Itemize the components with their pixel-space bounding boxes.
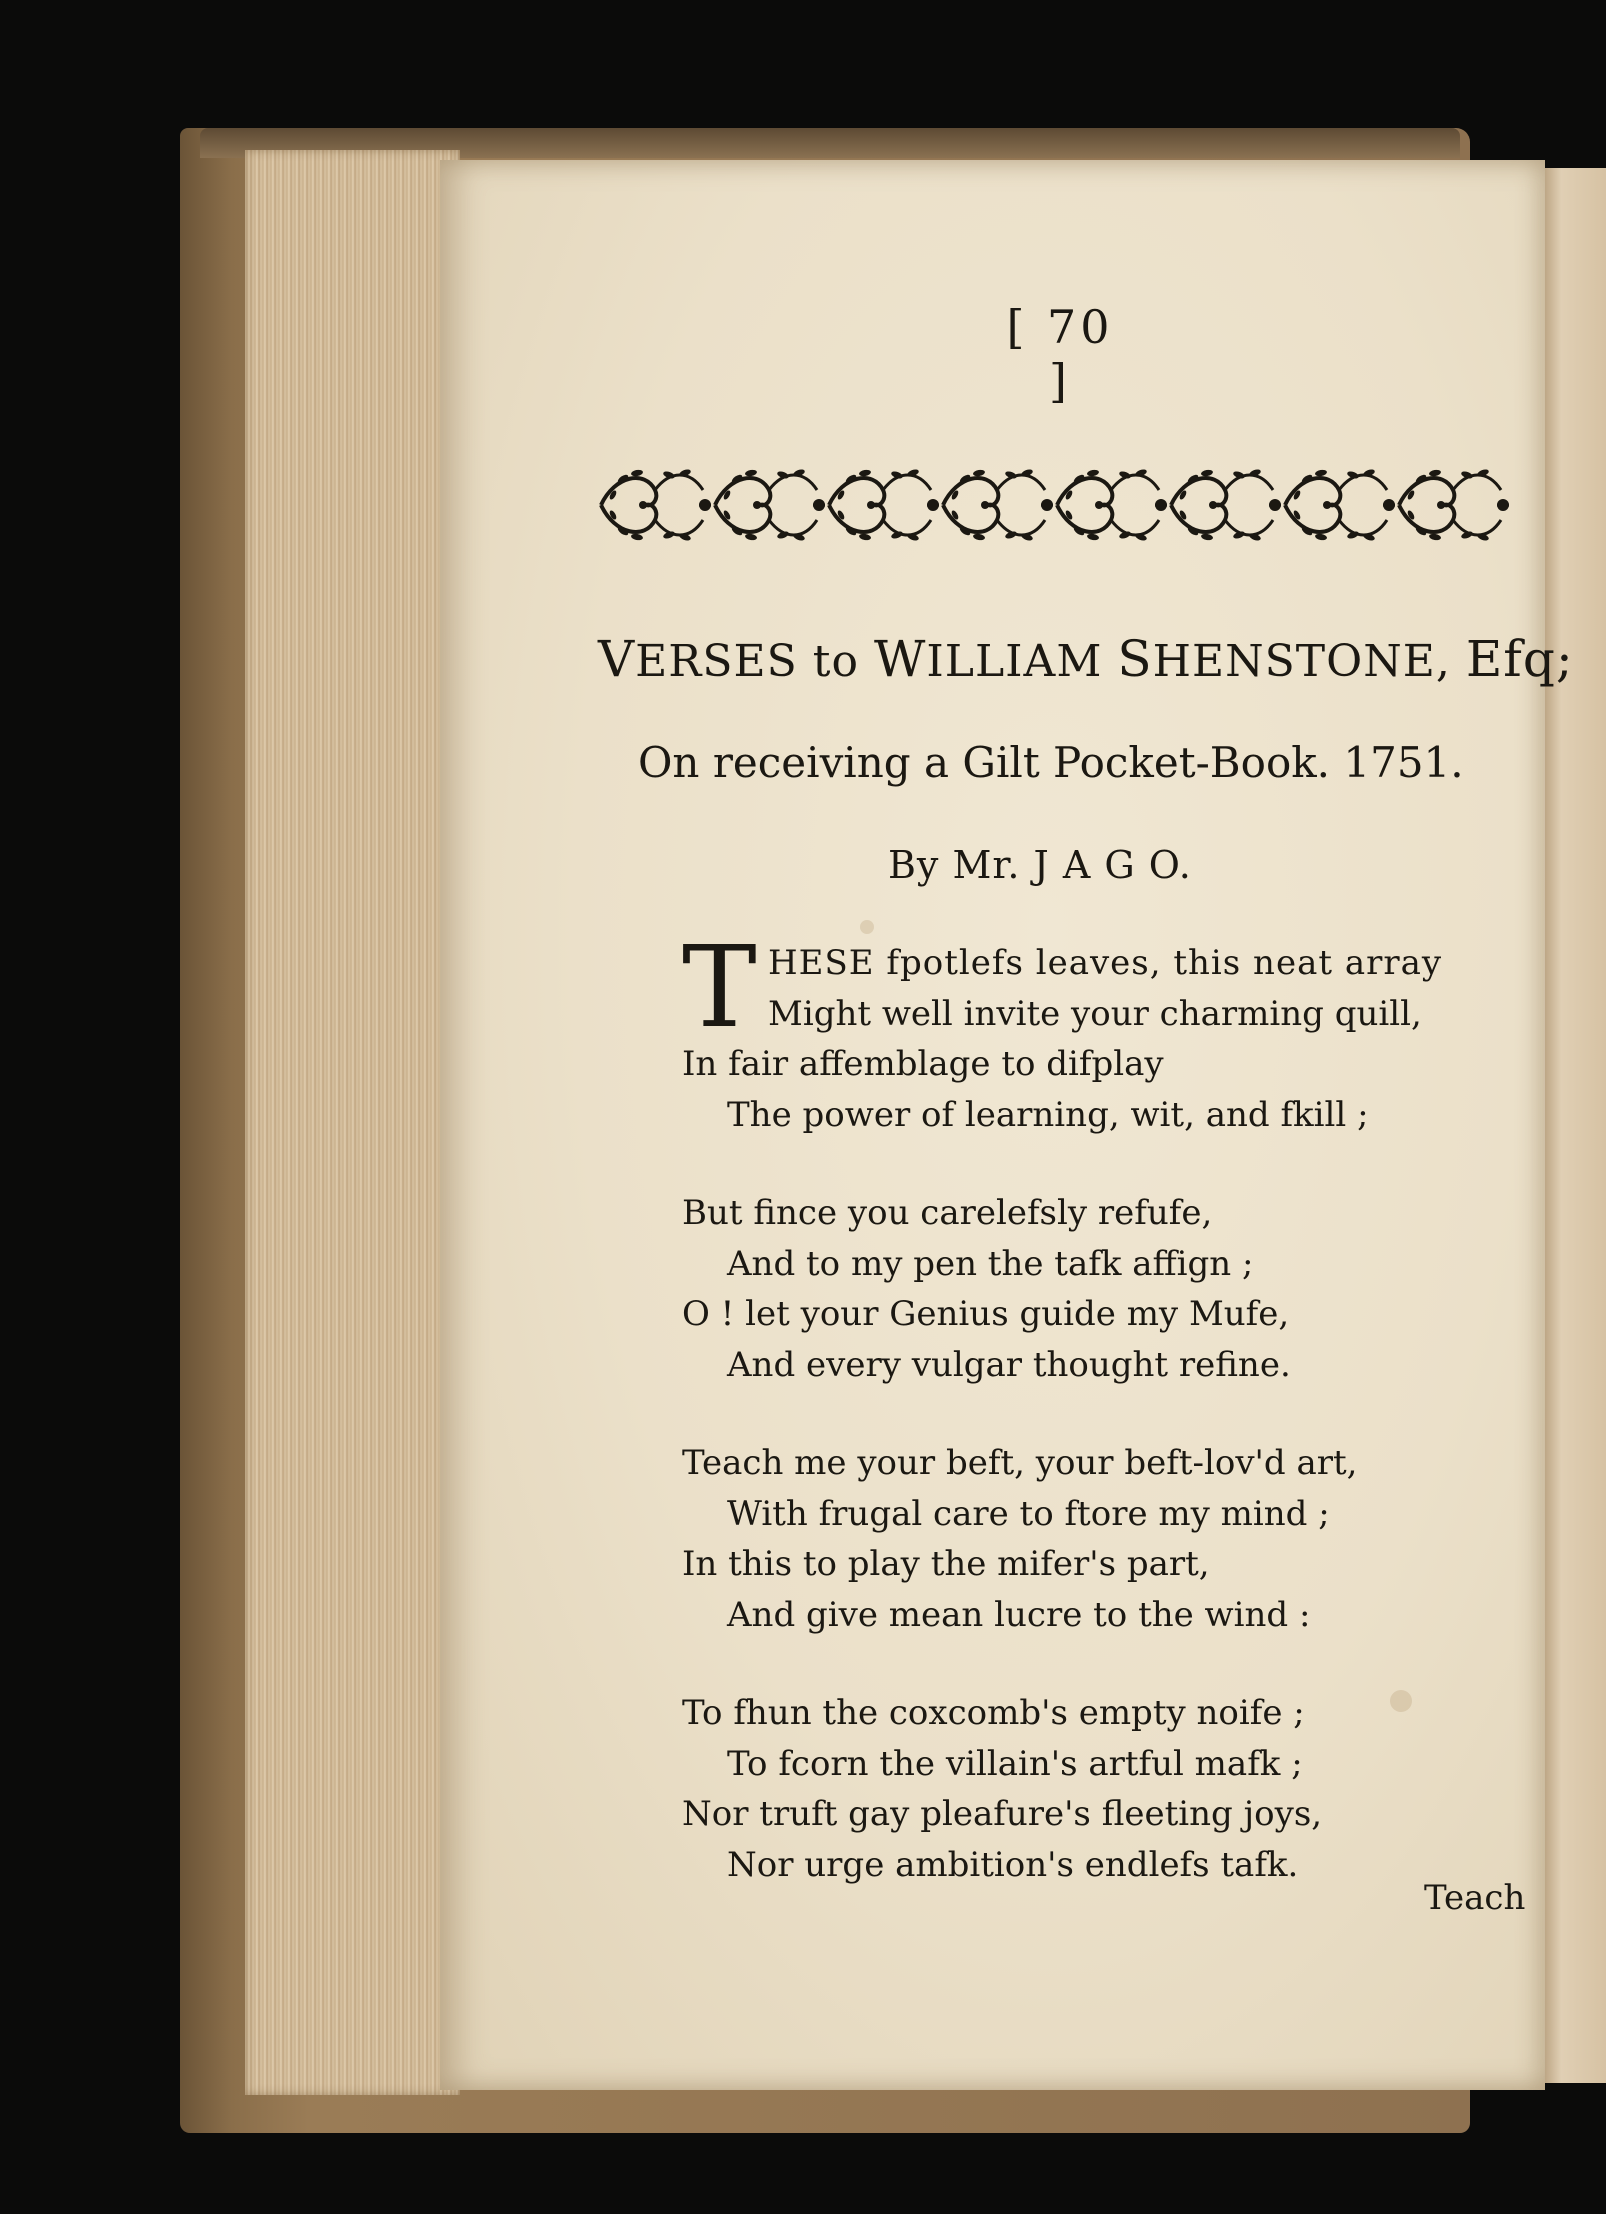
stanza xyxy=(682,1188,1462,1390)
title-word: ERSES xyxy=(635,636,798,687)
title-initial: S xyxy=(1117,630,1153,688)
poem-line: To fcorn the villain's artful mafk ; xyxy=(727,1743,1303,1784)
catchword: Teach xyxy=(1424,1878,1526,1918)
facing-page-edge xyxy=(1542,168,1606,2083)
stanza xyxy=(682,923,1462,1140)
poem-line: Might well invite your charming quill, xyxy=(768,993,1422,1034)
poem-line: And every vulgar thought refine. xyxy=(727,1344,1291,1385)
title-initial: W xyxy=(873,630,927,688)
poem-line: O ! let your Genius guide my Mufe, xyxy=(682,1294,1290,1334)
poem-line: In fair affemblage to difplay xyxy=(682,1044,1164,1084)
title-word: Efq; xyxy=(1465,630,1574,688)
poem-line: The power of learning, wit, and fkill ; xyxy=(727,1094,1369,1135)
poem-title xyxy=(598,630,1574,688)
stanza xyxy=(682,1438,1462,1640)
poem-byline: By Mr. J A G O. xyxy=(888,843,1192,887)
poem-line: But fince you carelefsly refufe, xyxy=(682,1193,1213,1233)
title-word: ILLIAM xyxy=(926,636,1103,687)
poem-line: And give mean lucre to the wind : xyxy=(727,1594,1311,1635)
poem-line: And to my pen the tafk affign ; xyxy=(727,1243,1254,1284)
poem-line: Teach me your beft, your beft-lov'd art, xyxy=(682,1443,1358,1483)
poem-line: Nor truft gay pleafure's fleeting joys, xyxy=(682,1794,1323,1834)
page-number: [ 70 ] xyxy=(1006,300,1114,408)
title-word: HENSTONE, xyxy=(1152,636,1451,687)
stanza xyxy=(682,1688,1462,1890)
poem-line: Nor urge ambition's endlefs tafk. xyxy=(727,1844,1299,1885)
floral-ornament-band-icon xyxy=(595,455,1515,555)
poem-line: With frugal care to ftore my mind ; xyxy=(727,1493,1330,1534)
title-word: to xyxy=(812,636,859,687)
foxing-spot xyxy=(860,920,874,934)
poem-subtitle: On receiving a Gilt Pocket-Book. 1751. xyxy=(638,738,1464,787)
poem-line: In this to play the mifer's part, xyxy=(682,1544,1210,1584)
poem-line: To fhun the coxcomb's empty noife ; xyxy=(682,1693,1305,1733)
title-initial: V xyxy=(598,630,636,688)
page-edges-stack xyxy=(245,150,460,2095)
poem-line: HESE fpotlefs leaves, this neat array xyxy=(768,943,1443,983)
poem-body xyxy=(682,923,1462,1938)
drop-cap: T xyxy=(682,923,757,1053)
